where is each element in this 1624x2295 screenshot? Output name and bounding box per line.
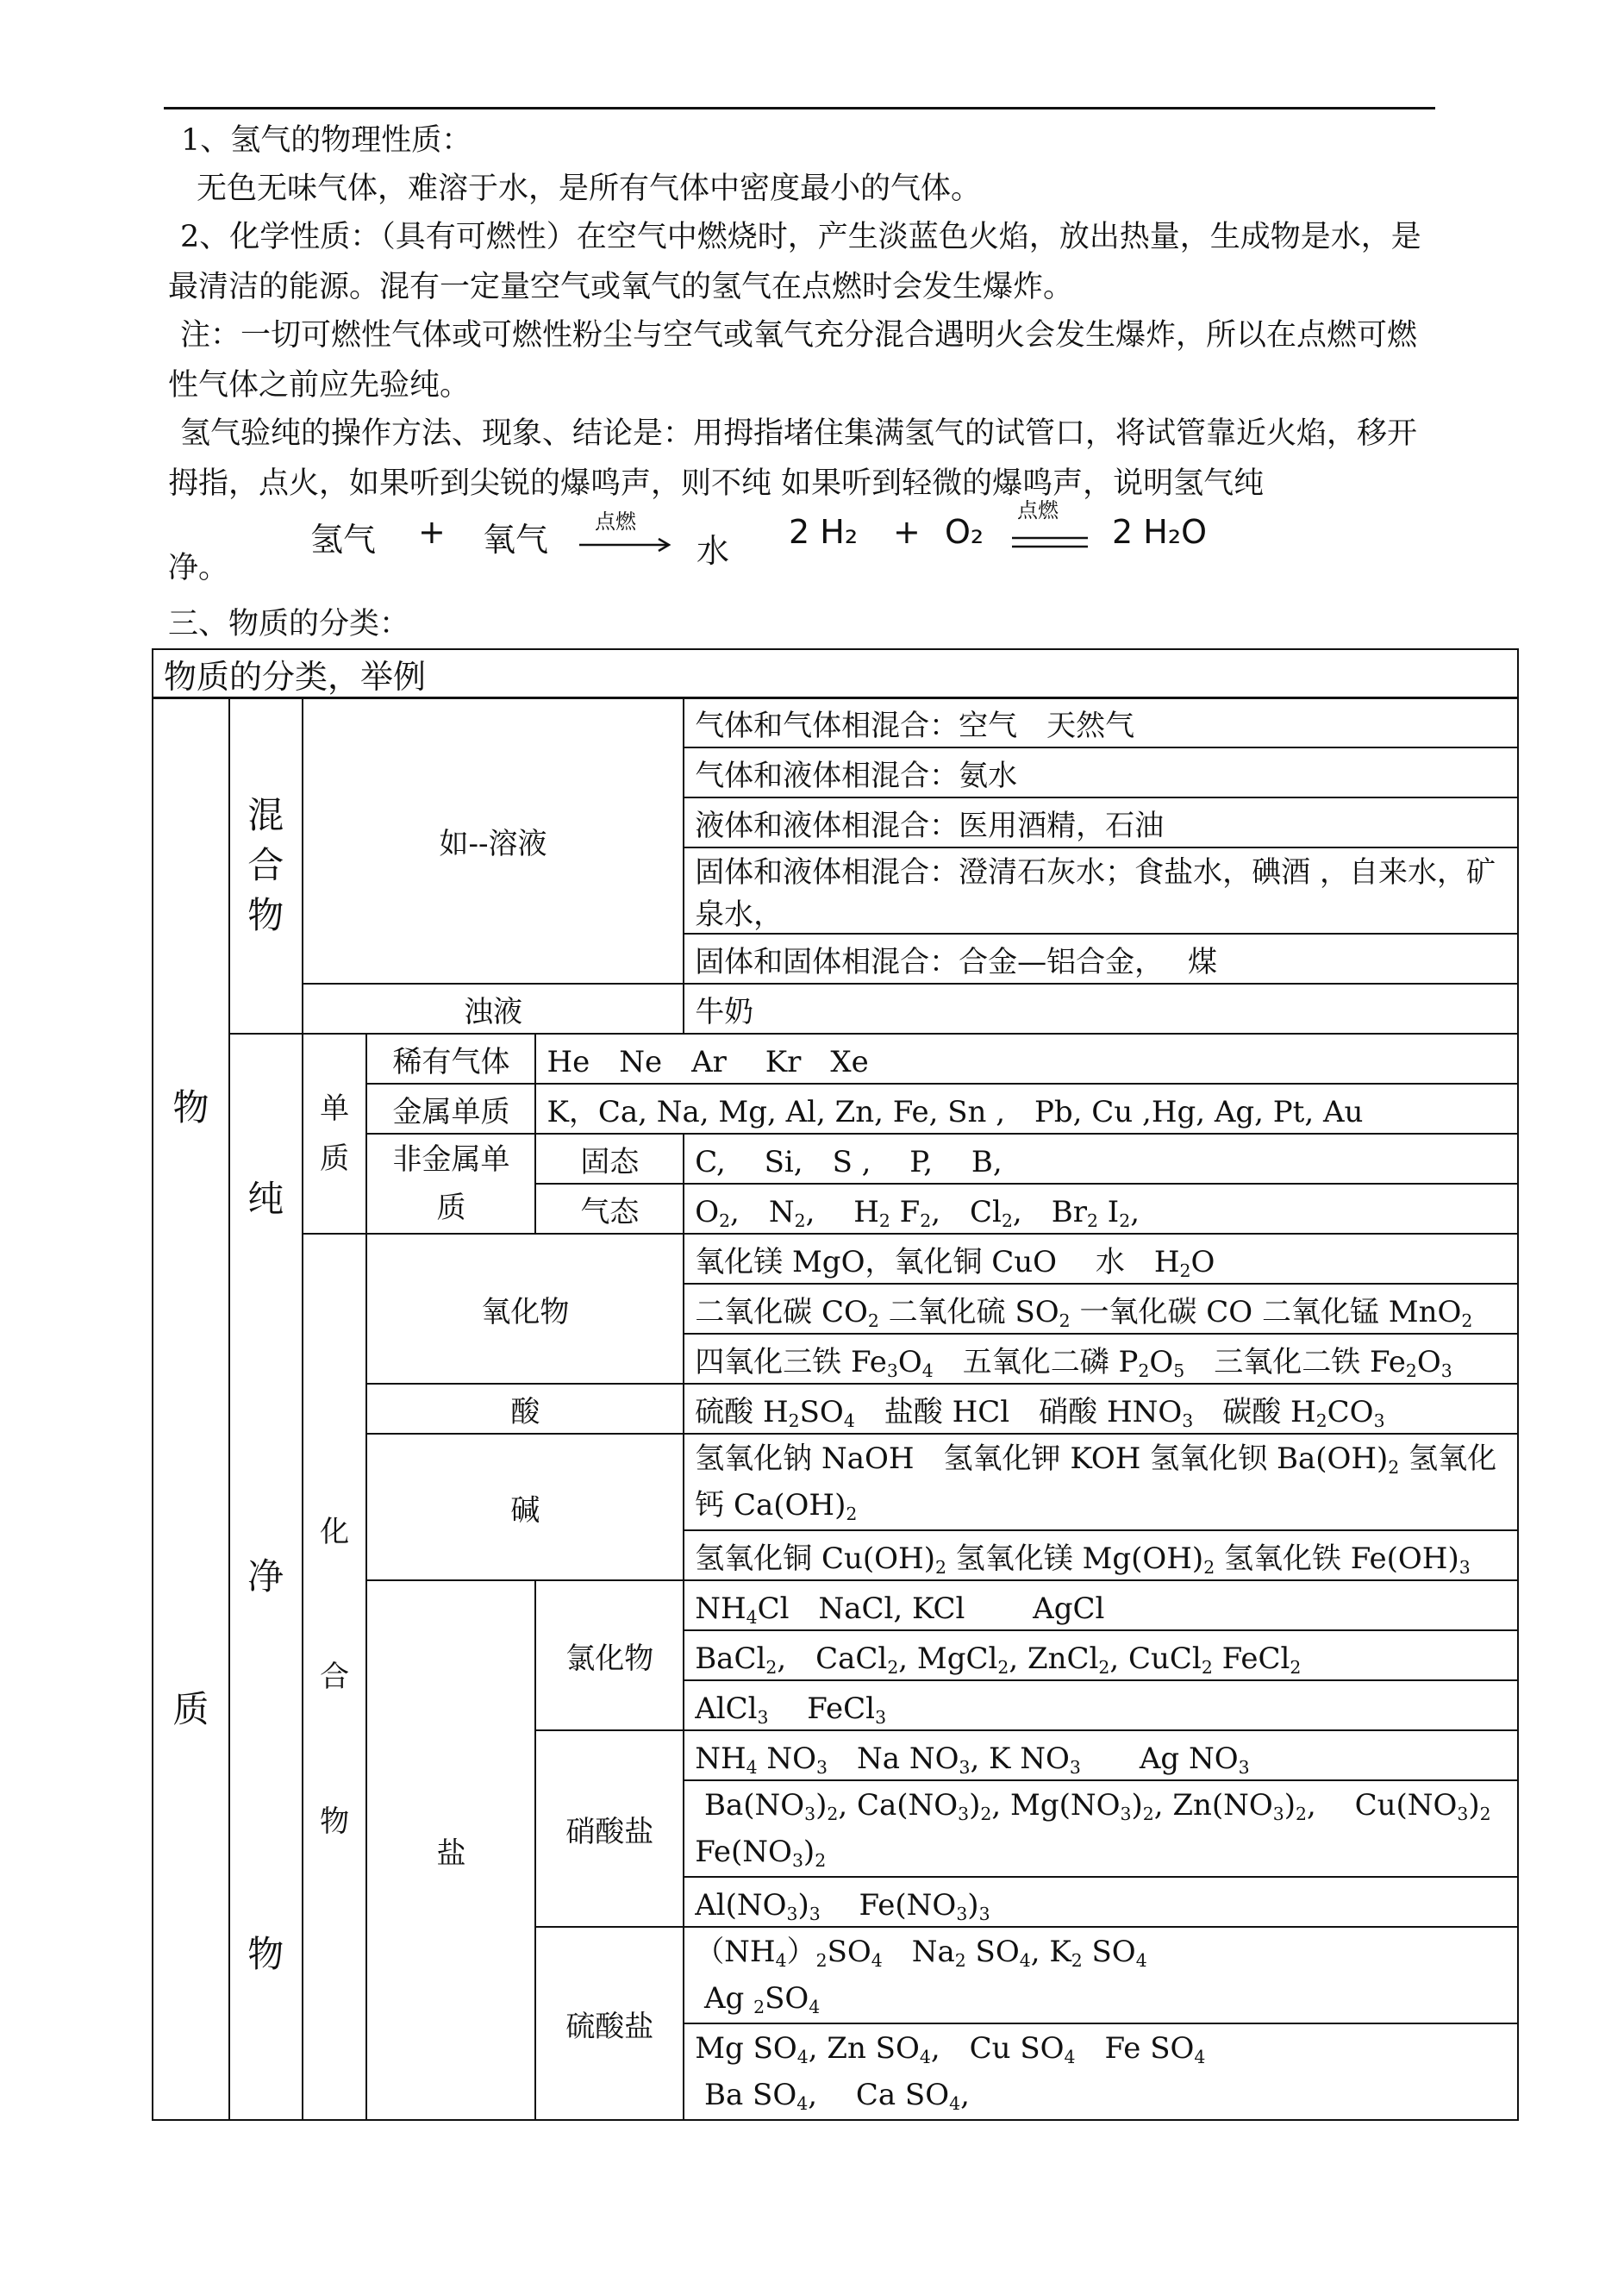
- base-examples-2: 氢氧化铜 $Cu(OH)_2$ 氢氧化镁 $Mg(OH)_2$ 氢氧化铁 $Fe(OH)_3$: [684, 1530, 1518, 1580]
- eq-formula-water: 2 H₂O: [1112, 513, 1207, 551]
- mixture-cell: [229, 697, 303, 1034]
- base-cell: 碱: [366, 1434, 684, 1580]
- mixture-char-1: 混: [247, 794, 284, 836]
- compound-char-1: 化: [320, 1515, 350, 1549]
- eq-plus: +: [418, 513, 446, 551]
- eq-oxygen: 氧气: [483, 521, 549, 559]
- chloride-examples-1: $NH_4Cl$ NaCl, KCl AgCl: [684, 1580, 1518, 1630]
- equals-sign: [1010, 535, 1090, 550]
- solution-example-2: 气体和液体相混合：氨水: [684, 747, 1518, 797]
- pure-substance-cell: [229, 1034, 303, 2120]
- note: 注：一切可燃性气体或可燃性粉尘与空气或氧气充分混合遇明火会发生爆炸，所以在点燃可燃性气体之前应先验纯。: [168, 318, 1418, 403]
- pure-char-2: 净: [247, 1555, 284, 1598]
- solution-example-3: 液体和液体相混合：医用酒精，石油: [684, 797, 1518, 847]
- section-classification: 三、物质的分类：: [168, 607, 410, 641]
- table-header: 物质的分类，举例: [153, 649, 1518, 698]
- sulfate-examples-2: Mg $SO_4$, Zn $SO_4$, Cu $SO_4$ Fe $SO_4$ Ba $SO_4$, Ca $SO_4$,: [684, 2023, 1518, 2120]
- chloride-examples-3: AlCl$_3$ FeCl$_3$: [684, 1680, 1518, 1730]
- noble-gas-cell: 稀有气体: [366, 1034, 535, 1084]
- solid-state-examples: C, Si, S , P, B,: [684, 1134, 1518, 1184]
- eq-condition: 点燃: [595, 510, 636, 534]
- eq-formula-o2: O₂: [945, 513, 984, 551]
- purity-test: 氢气验纯的操作方法、现象、结论是：用拇指堵住集满氢气的试管口，将试管靠近火焰，移开拇指，点火，如果听到尖锐的爆鸣声，则不纯 如果听到轻微的爆鸣声，说明氢气纯: [168, 416, 1418, 501]
- solution-example-4: 固体和液体相混合：澄清石灰水；食盐水，碘酒 ，自来水，矿泉水，: [684, 847, 1518, 934]
- pure-char-1: 纯: [247, 1178, 284, 1220]
- suspension-example: 牛奶: [684, 984, 1518, 1034]
- heading-physical: 1、氢气的物理性质：: [181, 123, 472, 158]
- solution-example-5: 固体和固体相混合：合金—铝合金， 煤: [684, 934, 1518, 984]
- eq-formula-plus: +: [893, 513, 921, 551]
- solution-cell: 如--溶液: [303, 697, 684, 984]
- gas-state-cell: 气态: [535, 1184, 684, 1234]
- classification-header-table: [152, 648, 1519, 699]
- solution-example-1: 气体和气体相混合：空气 天然气: [684, 697, 1518, 747]
- metal-element-examples: K，Ca, Na, Mg, Al, Zn, Fe, Sn , Pb, Cu ,Hg, Ag, Pt, Au: [535, 1084, 1518, 1134]
- suspension-cell: 浊液: [303, 984, 684, 1034]
- element-cell: [303, 1034, 367, 1234]
- compound-char-3: 物: [320, 1804, 350, 1839]
- top-rule: [164, 107, 1435, 109]
- metal-element-cell: 金属单质: [366, 1084, 535, 1134]
- matter-cell: [153, 697, 229, 2120]
- salt-cell: 盐: [366, 1580, 535, 2120]
- mixture-char-3: 物: [247, 894, 284, 936]
- gas-state-examples: $O_2$, $N_2$, $H_2$ $F_2$, $Cl_2$, $Br_2$ $I_2$,: [684, 1184, 1518, 1234]
- sulfate-cell: 硫酸盐: [535, 1927, 684, 2120]
- solid-state-cell: 固态: [535, 1134, 684, 1184]
- matter-char-1: 物: [172, 1086, 209, 1129]
- pure-char-3: 物: [247, 1933, 284, 1975]
- physical-properties: 无色无味气体，难溶于水，是所有气体中密度最小的气体。: [197, 172, 982, 206]
- mixture-char-2: 合: [247, 844, 284, 886]
- eq-formula-h2: 2 H₂: [789, 513, 859, 551]
- eq-water: 水: [696, 532, 730, 570]
- oxide-cell: 氧化物: [366, 1234, 684, 1384]
- nitrate-cell: 硝酸盐: [535, 1730, 684, 1927]
- compound-cell: [303, 1234, 367, 2120]
- noble-gas-examples: He Ne Ar Kr Xe: [535, 1034, 1518, 1084]
- nitrate-examples-1: $NH_4$ $NO_3$ Na $NO_3$, K $NO_3$ Ag $NO_3$: [684, 1730, 1518, 1780]
- eq-hydrogen: 氢气: [310, 521, 377, 559]
- base-examples-1: 氢氧化钠 NaOH 氢氧化钾 KOH 氢氧化钡 $Ba(OH)_2$ 氢氧化钙 $Ca(OH)_2$: [684, 1434, 1518, 1530]
- oxide-examples-2: 二氧化碳 $CO_2$ 二氧化硫 $SO_2$ 一氧化碳 CO 二氧化锰 MnO$_2$: [684, 1284, 1518, 1334]
- chemical-properties: 2、化学性质：（具有可燃性）在空气中燃烧时，产生淡蓝色火焰，放出热量，生成物是水，是最清洁的能源。混有一定量空气或氧气的氢气在点燃时会发生爆炸。: [168, 220, 1421, 304]
- eq-formula-condition: 点燃: [1017, 498, 1059, 522]
- chloride-examples-2: BaCl$_2$, CaCl$_2$, MgCl$_2$, ZnCl$_2$, CuCl$_2$ FeCl$_2$: [684, 1630, 1518, 1680]
- compound-char-2: 合: [320, 1660, 350, 1694]
- nonmetal-element-cell: 非金属单质: [366, 1134, 535, 1234]
- acid-examples: 硫酸 $H_2SO_4$ 盐酸 HCl 硝酸 $HNO_3$ 碳酸 $H_2CO_3$: [684, 1384, 1518, 1434]
- oxide-examples-3: 四氧化三铁 $Fe_3O_4$ 五氧化二磷 $P_2O_5$ 三氧化二铁 $Fe_2O_3$: [684, 1334, 1518, 1384]
- element-char-2: 质: [320, 1141, 350, 1176]
- chloride-cell: 氯化物: [535, 1580, 684, 1730]
- element-char-1: 单: [320, 1091, 350, 1126]
- matter-char-2: 质: [172, 1688, 209, 1730]
- oxide-examples-1: 氧化镁 MgO，氧化铜 CuO 水 $H_2O$: [684, 1234, 1518, 1284]
- classification-table: [152, 697, 1519, 2121]
- acid-cell: 酸: [366, 1384, 684, 1434]
- nitrate-examples-3: $Al(NO_3)_3$ $Fe(NO_3)_3$: [684, 1877, 1518, 1927]
- reaction-arrow: [578, 536, 674, 553]
- sulfate-examples-1: $(NH_4)_2SO_4$ $Na_2$ $SO_4$, $K_2$ $SO_4$ Ag $_2SO_4$: [684, 1927, 1518, 2023]
- nitrate-examples-2: $Ba(NO_3)_2$, $Ca(NO_3)_2$, $Mg(NO_3)_2$, $Zn(NO_3)_2$, $Cu(NO_3)_2$ $Fe(NO_3)_2$: [684, 1780, 1518, 1877]
- purity-test-end: 净。: [168, 551, 229, 585]
